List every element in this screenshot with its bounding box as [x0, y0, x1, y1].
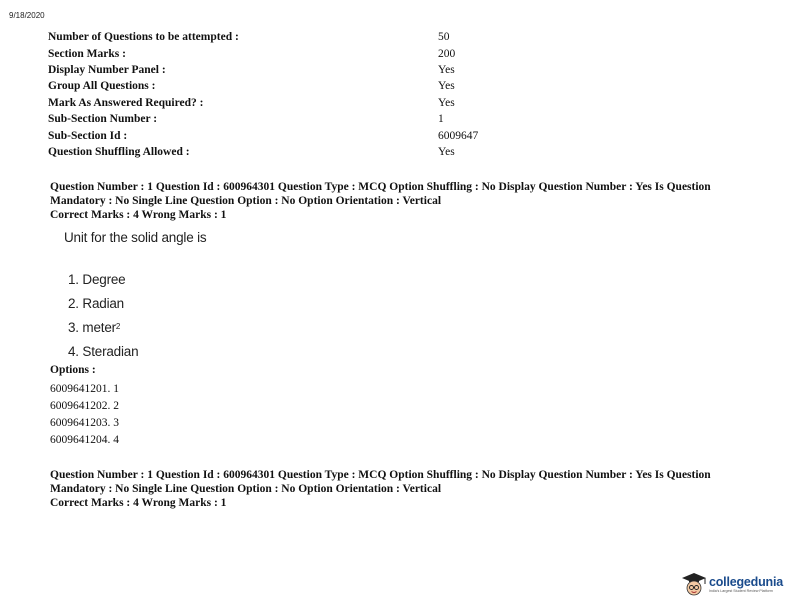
meta-value: Yes: [438, 63, 455, 76]
meta-label: Sub-Section Number :: [48, 113, 158, 126]
option-id: 6009641202. 2: [50, 399, 119, 412]
meta-row: [48, 62, 568, 78]
meta-row: [48, 29, 568, 45]
meta-label: Sub-Section Id :: [48, 129, 128, 142]
meta-value: Yes: [438, 145, 455, 158]
meta-label: Question Shuffling Allowed :: [48, 145, 190, 158]
question-header-line: Question Number : 1 Question Id : 600964301 Question Type : MCQ Option Shuffling : No Display Question Number : Yes Is Question: [50, 469, 711, 481]
choice-label: 1. Degree: [68, 272, 126, 288]
choice-label: 4. Steradian: [68, 343, 139, 359]
meta-row: [48, 78, 568, 94]
option-id: 6009641201. 1: [50, 382, 119, 395]
question-header-line: Question Number : 1 Question Id : 600964301 Question Type : MCQ Option Shuffling : No Display Question Number : Yes Is Question: [50, 181, 711, 193]
answer-choice: [68, 339, 138, 363]
print-date: 9/18/2020: [9, 11, 45, 20]
question-marks: Correct Marks : 4 Wrong Marks : 1: [50, 209, 227, 222]
question-2-header: [50, 468, 760, 511]
collegedunia-logo: [681, 572, 783, 598]
meta-row: [48, 111, 568, 127]
meta-label: Mark As Answered Required? :: [48, 96, 204, 109]
meta-row: [48, 95, 568, 111]
question-header-line: Mandatory : No Single Line Question Option : No Option Orientation : Vertical: [50, 483, 442, 496]
options-list: [50, 380, 119, 448]
meta-value: Yes: [438, 80, 455, 93]
meta-label: Group All Questions :: [48, 80, 156, 93]
option-id: 6009641204. 4: [50, 433, 119, 446]
meta-value: Yes: [438, 96, 455, 109]
question-text: Unit for the solid angle is: [64, 230, 207, 245]
meta-label: Number of Questions to be attempted :: [48, 31, 239, 44]
meta-row: [48, 144, 568, 160]
option-id: 6009641203. 3: [50, 416, 119, 429]
answer-choice: [68, 292, 138, 316]
options-heading: Options :: [50, 364, 96, 376]
choice-superscript: 2: [115, 321, 121, 331]
answer-choice: [68, 316, 138, 340]
section-meta-table: [48, 29, 568, 160]
meta-value: 200: [438, 47, 456, 60]
answer-choices: [68, 268, 138, 363]
question-1-header: [50, 180, 760, 223]
question-marks: Correct Marks : 4 Wrong Marks : 1: [50, 497, 227, 510]
logo-tagline: India's Largest Student Review Platform: [709, 589, 773, 593]
choice-label: 2. Radian: [68, 296, 124, 312]
meta-row: [48, 127, 568, 143]
meta-value: 50: [438, 31, 450, 44]
meta-value: 6009647: [438, 129, 479, 142]
meta-value: 1: [438, 113, 444, 126]
meta-row: [48, 45, 568, 61]
choice-label: 3. meter: [68, 319, 116, 335]
meta-label: Section Marks :: [48, 47, 126, 60]
meta-label: Display Number Panel :: [48, 63, 166, 76]
answer-choice: [68, 268, 138, 292]
question-header-line: Mandatory : No Single Line Question Option : No Option Orientation : Vertical: [50, 195, 442, 208]
graduate-face-icon: [681, 572, 707, 598]
logo-name: collegedunia: [709, 575, 784, 589]
